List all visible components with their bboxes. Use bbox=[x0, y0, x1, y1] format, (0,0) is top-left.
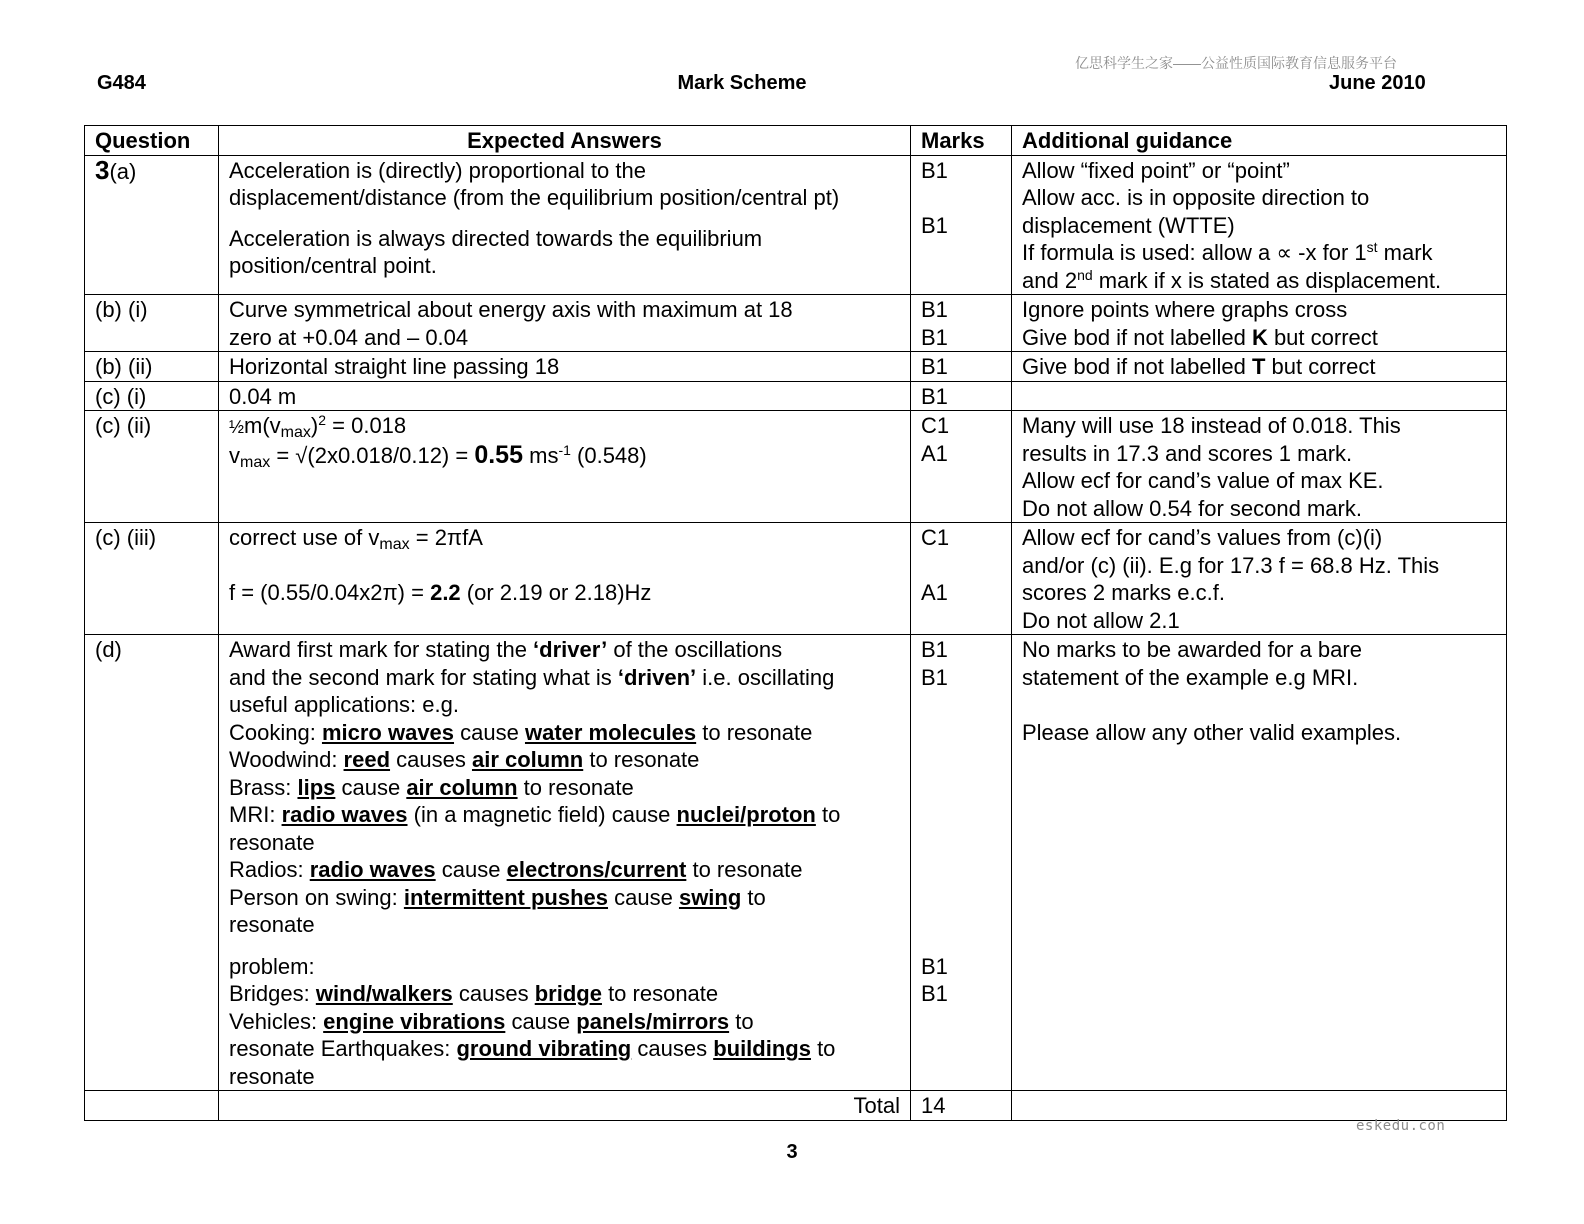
page-number: 3 bbox=[786, 1141, 798, 1163]
marks-cell: B1 bbox=[911, 352, 1012, 382]
question-cell: 3(a) bbox=[85, 155, 219, 295]
guidance-cell bbox=[1012, 381, 1507, 411]
paper-code: G484 bbox=[97, 72, 146, 94]
exam-date: June 2010 bbox=[1329, 72, 1426, 94]
question-cell: (c) (iii) bbox=[85, 523, 219, 635]
total-label: Total bbox=[219, 1091, 911, 1121]
question-cell bbox=[85, 1091, 219, 1121]
watermark-bottom: eskedu.con bbox=[1356, 1118, 1446, 1134]
table-header-row bbox=[85, 126, 1507, 156]
marks-cell: B1 B1 bbox=[911, 295, 1012, 352]
question-cell: (c) (i) bbox=[85, 381, 219, 411]
marks-cell: B1 bbox=[911, 381, 1012, 411]
answer-cell: correct use of $v_{max} = 2\pi fA$ f = (0.55/0.04x2π) = 2.2 (or 2.19 or 2.18)Hz bbox=[219, 523, 911, 635]
answer-cell: Horizontal straight line passing 18 bbox=[219, 352, 911, 382]
marks-cell: B1 B1 bbox=[911, 155, 1012, 295]
row-c-iii bbox=[85, 523, 1507, 635]
row-c-i bbox=[85, 381, 1507, 411]
marks-cell: B1 B1 B1 B1 bbox=[911, 635, 1012, 1091]
watermark-top: 亿思科学生之家——公益性质国际教育信息服务平台 bbox=[1075, 55, 1397, 71]
col-question: Question bbox=[85, 126, 219, 156]
guidance-cell: Give bod if not labelled T but correct bbox=[1012, 352, 1507, 382]
marks-cell: C1 A1 bbox=[911, 523, 1012, 635]
guidance-cell: No marks to be awarded for a bare statement of the example e.g MRI. Please allow any other valid examples. bbox=[1012, 635, 1507, 1091]
question-cell: (c) (ii) bbox=[85, 411, 219, 523]
question-cell: (d) bbox=[85, 635, 219, 1091]
guidance-cell: Many will use 18 instead of 0.018. This results in 17.3 and scores 1 mark. Allow ecf for cand’s value of max KE. Do not allow 0.54 for second mark. bbox=[1012, 411, 1507, 523]
answer-cell: Curve symmetrical about energy axis with maximum at 18 zero at +0.04 and – 0.04 bbox=[219, 295, 911, 352]
mark-scheme-table bbox=[84, 125, 1507, 1121]
guidance-cell: Allow ecf for cand’s values from (c)(i) and/or (c) (ii). E.g for 17.3 f = 68.8 Hz. This scores 2 marks e.c.f. Do not allow 2.1 bbox=[1012, 523, 1507, 635]
marks-cell: C1 A1 bbox=[911, 411, 1012, 523]
guidance-cell: Ignore points where graphs cross Give bod if not labelled K but correct bbox=[1012, 295, 1507, 352]
answer-cell: 0.04 m bbox=[219, 381, 911, 411]
answer-cell: $\frac{1}{2}m(v_{max})^2 = 0.018$ $v_{max} = √(2x0.018/0.12) = 0.55$ $ms^{-1}$ (0.548) bbox=[219, 411, 911, 523]
question-cell: (b) (i) bbox=[85, 295, 219, 352]
row-d bbox=[85, 635, 1507, 1091]
row-c-ii bbox=[85, 411, 1507, 523]
row-b-ii bbox=[85, 352, 1507, 382]
guidance-cell bbox=[1012, 1091, 1507, 1121]
row-3a bbox=[85, 155, 1507, 295]
page-title: Mark Scheme bbox=[677, 72, 807, 94]
total-value: 14 bbox=[911, 1091, 1012, 1121]
col-additional-guidance: Additional guidance bbox=[1012, 126, 1507, 156]
guidance-cell: Allow “fixed point” or “point” Allow acc. is in opposite direction to displacement (WTTE) If formula is used: allow a ∝ -x for 1st mark and 2nd mark if x is stated as displacement. bbox=[1012, 155, 1507, 295]
col-expected-answers: Expected Answers bbox=[219, 126, 911, 156]
question-cell: (b) (ii) bbox=[85, 352, 219, 382]
col-marks: Marks bbox=[911, 126, 1012, 156]
row-b-i bbox=[85, 295, 1507, 352]
answer-cell: Acceleration is (directly) proportional to the displacement/distance (from the equilibrium position/central pt) Acceleration is always directed towards the equilibrium position/central point. bbox=[219, 155, 911, 295]
row-total bbox=[85, 1091, 1507, 1121]
answer-cell: Award first mark for stating the ‘driver’ of the oscillations and the second mark for stating what is ‘driven’ i.e. oscillating useful applications: e.g. Cooking: micro waves cause water molecules to resonate Woodwind: reed causes air column to resonate Brass: lips cause air column to resonate MRI: radio waves (in a magnetic field) cause nuclei/proton to resonate Radios: radio waves cause electrons/current to resonate Person on swing: intermittent pushes cause swing to resonate problem: Bridges: wind/walkers causes bridge to resonate Vehicles: engine vibrations cause panels/mirrors to resonate Earthquakes: ground vibrating causes buildings to resonate bbox=[219, 635, 911, 1091]
